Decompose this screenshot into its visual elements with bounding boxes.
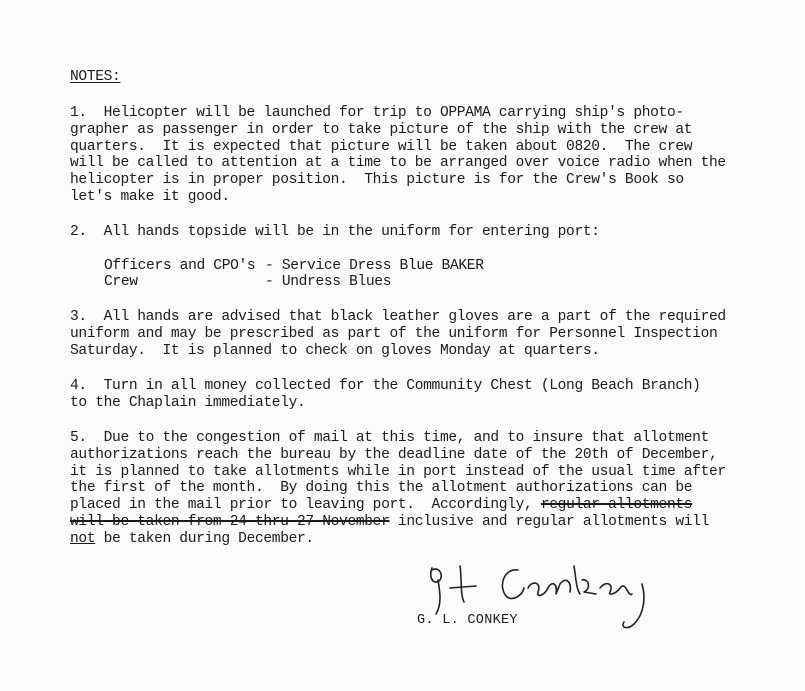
note-4-line-1: 4. Turn in all money collected for the Community Chest (Long Beach Branch)	[70, 378, 701, 394]
note-1-line-3: quarters. It is expected that picture will be taken about 0820. The crew	[70, 139, 693, 155]
note-5-line-3: it is planned to take allotments while in port instead of the usual time after	[70, 464, 726, 480]
note-5-line-5	[70, 497, 692, 513]
struck-taken-dates: will be taken from 24 thru 27 November	[70, 514, 390, 530]
note-1-line-5: helicopter is in proper position. This picture is for the Crew's Book so	[70, 172, 684, 188]
note-5-line-7	[70, 531, 314, 547]
note-1-line-6: let's make it good.	[70, 189, 230, 205]
note-5-line-4: the first of the month. By doing this the allotment authorizations can be	[70, 480, 693, 496]
emphasis-not: not	[70, 531, 96, 547]
note-5-line-6	[70, 514, 709, 530]
note-5-line-2: authorizations reach the bureau by the deadline date of the 20th of December,	[70, 447, 718, 463]
struck-regular-allotments: regular allotments	[540, 497, 693, 513]
uniform-crew-who: Crew	[104, 274, 138, 290]
note-1-line-2: grapher as passenger in order to take picture of the ship with the crew at	[70, 122, 693, 138]
note-4-line-2: to the Chaplain immediately.	[70, 395, 306, 411]
note-5-line-6-tail: inclusive and regular allotments will	[389, 514, 709, 530]
note-3-line-1: 3. All hands are advised that black leather gloves are a part of the required	[70, 309, 726, 325]
note-5-line-7-tail: be taken during December.	[95, 531, 314, 547]
note-3-line-2: uniform and may be prescribed as part of the uniform for Personnel Inspection	[70, 326, 718, 342]
uniform-officers-who: Officers and CPO's	[104, 258, 256, 274]
uniform-crew-dress: - Undress Blues	[265, 274, 392, 290]
uniform-officers-dress: - Service Dress Blue BAKER	[265, 258, 484, 274]
note-5-line-5-text: placed in the mail prior to leaving port. Accordingly,	[70, 497, 541, 513]
note-3-line-3: Saturday. It is planned to check on gloves Monday at quarters.	[70, 343, 600, 359]
note-1-line-4: will be called to attention at a time to be arranged over voice radio when the	[70, 155, 726, 171]
note-5-line-1: 5. Due to the congestion of mail at this time, and to insure that allotment	[70, 430, 709, 446]
note-1-line-1: 1. Helicopter will be launched for trip to OPPAMA carrying ship's photo-	[70, 105, 684, 121]
note-2-line-1: 2. All hands topside will be in the uniform for entering port:	[70, 224, 600, 240]
notes-header: NOTES:	[70, 69, 121, 85]
signatory-name: G. L. CONKEY	[417, 613, 518, 628]
